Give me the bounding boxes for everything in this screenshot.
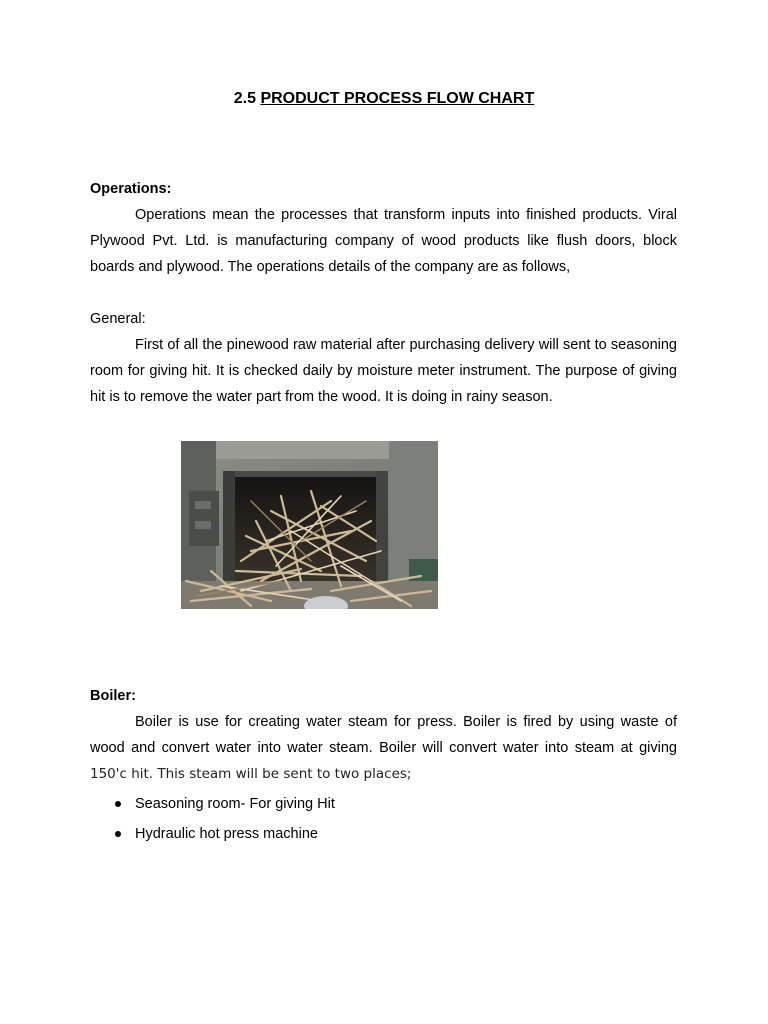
boiler-heading: Boiler: bbox=[90, 688, 136, 704]
list-item bbox=[90, 792, 677, 822]
page-title bbox=[0, 90, 768, 108]
section-number: 2.5 bbox=[233, 90, 256, 107]
general-label: General: bbox=[90, 311, 146, 327]
boiler-paragraph-main: Boiler is use for creating water steam for press. Boiler is fired by using waste of wood and convert water into water steam. Boiler will convert water into steam at giving bbox=[90, 714, 677, 756]
list-item-text: Hydraulic hot press machine bbox=[135, 826, 318, 842]
boiler-steam-destinations bbox=[90, 792, 677, 852]
bullet-icon bbox=[115, 801, 121, 807]
seasoning-room-photo bbox=[181, 441, 438, 609]
section-title: PRODUCT PROCESS FLOW CHART bbox=[260, 90, 535, 107]
boiler-paragraph bbox=[90, 709, 677, 787]
operations-paragraph: Operations mean the processes that transform inputs into finished products. Viral Plywood Pvt. Ltd. is manufacturing company of wood products like flush doors, block boards and plywood. The operations details of the company are as follows, bbox=[90, 207, 677, 275]
general-paragraph: First of all the pinewood raw material after purchasing delivery will sent to seasoning room for giving hit. It is checked daily by moisture meter instrument. The purpose of giving hit is to remove the water part from the wood. It is doing in rainy season. bbox=[90, 337, 677, 405]
bullet-icon bbox=[115, 831, 121, 837]
list-item bbox=[90, 822, 677, 852]
list-item-text: Seasoning room- For giving Hit bbox=[135, 796, 335, 812]
operations-heading: Operations: bbox=[90, 181, 172, 197]
boiler-paragraph-tail: 150'c hit. This steam will be sent to two places; bbox=[90, 766, 412, 782]
